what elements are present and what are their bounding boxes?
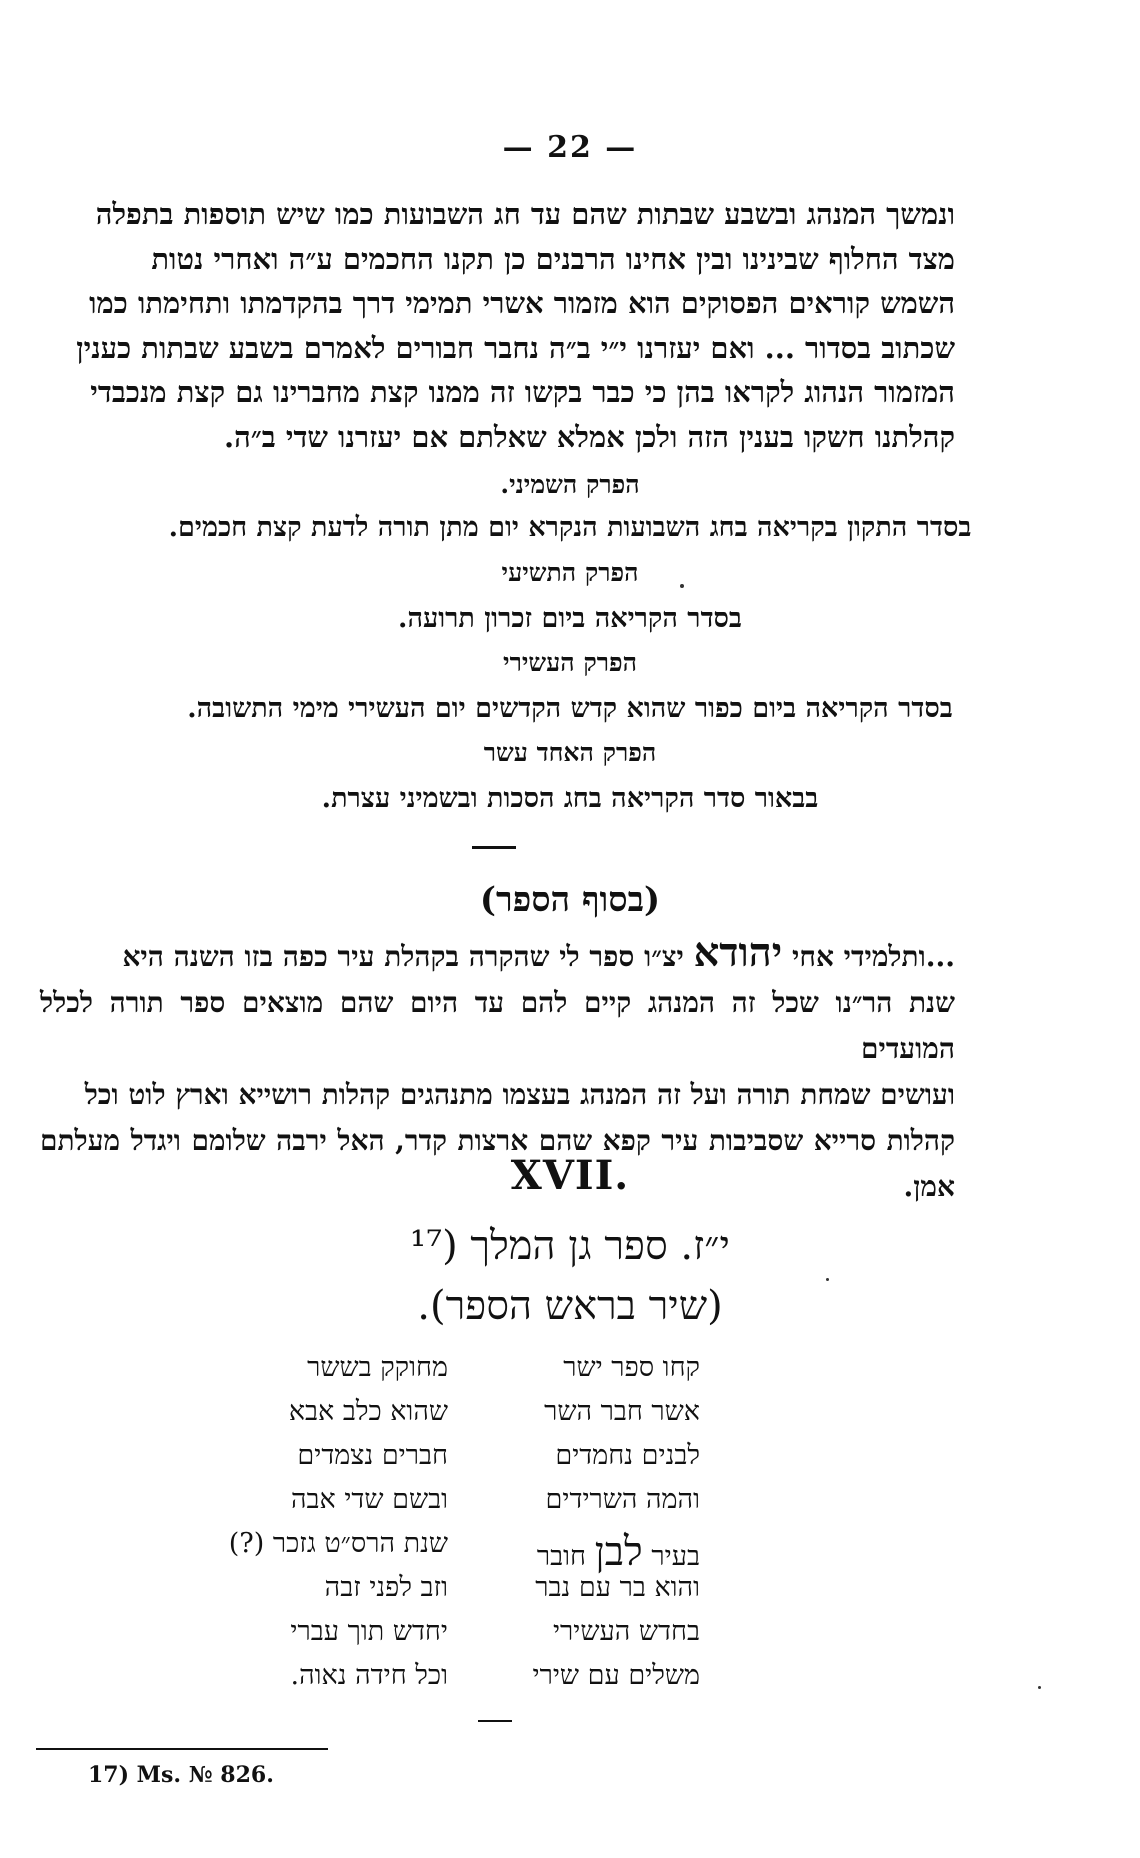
poem-row (0, 1616, 1140, 1660)
poem-right-hemistich: קחו ספר ישר (563, 1352, 700, 1383)
text-line: קהלתנו חשקו בענין הזה ולכן אמלא שאלתם אם יעזרנו שדי ב״ה. (224, 419, 955, 454)
text-line: המזמור הנהוג לקראו בהן כי כבר בקשו זה ממנו קצת מחברינו גם קצת מנכבדי (90, 375, 955, 409)
text-line: מצד החלוף שבינינו ובין אחינו הרבנים כן תקנו החכמים ע״ה ואחרי נטות (151, 241, 955, 276)
text-line: שכתוב בסדור ... ואם יעזרנו י״י ב״ה נחבר חבורים לאמרם בשבע שבתות כענין (76, 330, 955, 365)
paragraph-1 (50, 192, 955, 459)
chapter-8-title: הפרק השמיני. (500, 470, 640, 499)
poem-left-hemistich: יחדש תוך עברי (290, 1616, 448, 1647)
emphasized-name: יהודא (693, 929, 783, 976)
chapter-10-title: הפרק העשירי (503, 648, 637, 677)
poem-row (0, 1528, 1140, 1575)
poem-heading: (שיר בראש הספר). (417, 1283, 723, 1329)
section-number: XVII. (510, 1152, 630, 1199)
text-fragment: ...ותלמידי אחי (792, 940, 955, 973)
text-line: קהלות סרייא שסביבות עיר קפא שהם ארצות קדר, האל ירבה שלומם ויגדל מעלתם אמן. (40, 1124, 955, 1203)
poem-row (0, 1572, 1140, 1616)
poem-row (0, 1440, 1140, 1484)
end-of-book-heading: (בסוף הספר) (479, 880, 661, 920)
text-line: השמש קוראים הפסוקים הוא מזמור אשרי תמימי דרך בהקדמתו ותחימתו כמו (89, 286, 955, 320)
text-line: ועושים שמחת תורה ועל זה המנהג בעצמו מתנהגים קהלות רושייא וארץ לוט וכל (84, 1078, 955, 1111)
chapter-9-title: הפרק התשיעי (501, 558, 639, 587)
page-number: — 22 — (502, 130, 638, 165)
ink-speck (1038, 1686, 1041, 1689)
text-fragment: חובר (536, 1541, 586, 1572)
chapter-10-description: בסדר הקריאה ביום כפור שהוא קדש הקדשים יום העשירי מימי התשובה. (187, 693, 953, 724)
text-line: ונמשך המנהג ובשבע שבתות שהם עד חג השבועות כמו שיש תוספות בתפלה (95, 197, 955, 231)
text-line: שנת הר״נו שכל זה המנהג קיים להם עד היום שהם מוצאים ספר תורה לכלל המועדים (40, 986, 955, 1065)
poem-left-hemistich: ובשם שדי אבה (291, 1484, 448, 1515)
text-fragment: בעיר (651, 1541, 700, 1572)
ink-speck (826, 1278, 829, 1281)
poem-left-hemistich: וזב לפני זבה (324, 1572, 448, 1603)
poem-row (0, 1660, 1140, 1704)
poem-right-hemistich: משלים עם שירי (532, 1660, 700, 1691)
section-divider (472, 846, 516, 849)
emphasized-word: לבן (594, 1529, 643, 1575)
poem-right-hemistich: אשר חבר השר (544, 1396, 700, 1427)
poem-left-hemistich: שהוא כלב אבא (288, 1396, 448, 1427)
poem-row (0, 1484, 1140, 1528)
poem-right-hemistich: והמה השרידים (545, 1484, 700, 1515)
poem-right-hemistich: בחדש העשירי (552, 1616, 700, 1647)
poem-left-hemistich: מחוקק בששר (307, 1352, 448, 1383)
poem-right-hemistich: לבנים נחמדים (555, 1440, 700, 1471)
poem-right-hemistich (440, 1528, 700, 1575)
poem-row (0, 1352, 1140, 1396)
poem-left-hemistich: חברים נצמדים (297, 1440, 448, 1471)
poem-left-hemistich: וכל חידה נאוה. (290, 1660, 448, 1691)
footnote: 17) Ms. № 826. (88, 1762, 274, 1788)
ink-speck (680, 584, 684, 588)
poem-row (0, 1396, 1140, 1440)
chapter-11-description: בבאור סדר הקריאה בחג הסכות ובשמיני עצרת. (321, 783, 819, 814)
poem-right-hemistich: והוא בר עם נבר (535, 1572, 700, 1603)
poem-left-hemistich: שנת הרס״ט גזכר (?) (228, 1528, 448, 1559)
chapter-8-description: בסדר התקון בקריאה בחג השבועות הנקרא יום מתן תורה לדעת קצת חכמים. (168, 512, 972, 543)
book-title: י״ז. ספר גן המלך (¹⁷ (410, 1223, 730, 1269)
text-fragment: יצ״ו ספר לי שהקרה בקהלת עיר כפה בזו השנה היא (122, 940, 684, 973)
footnote-rule (36, 1748, 328, 1750)
chapter-11-title: הפרק האחד עשר (483, 738, 657, 767)
text-line (40, 930, 955, 980)
chapter-9-description: בסדר הקריאה ביום זכרון תרועה. (398, 603, 742, 634)
poem-end-divider (478, 1720, 512, 1722)
